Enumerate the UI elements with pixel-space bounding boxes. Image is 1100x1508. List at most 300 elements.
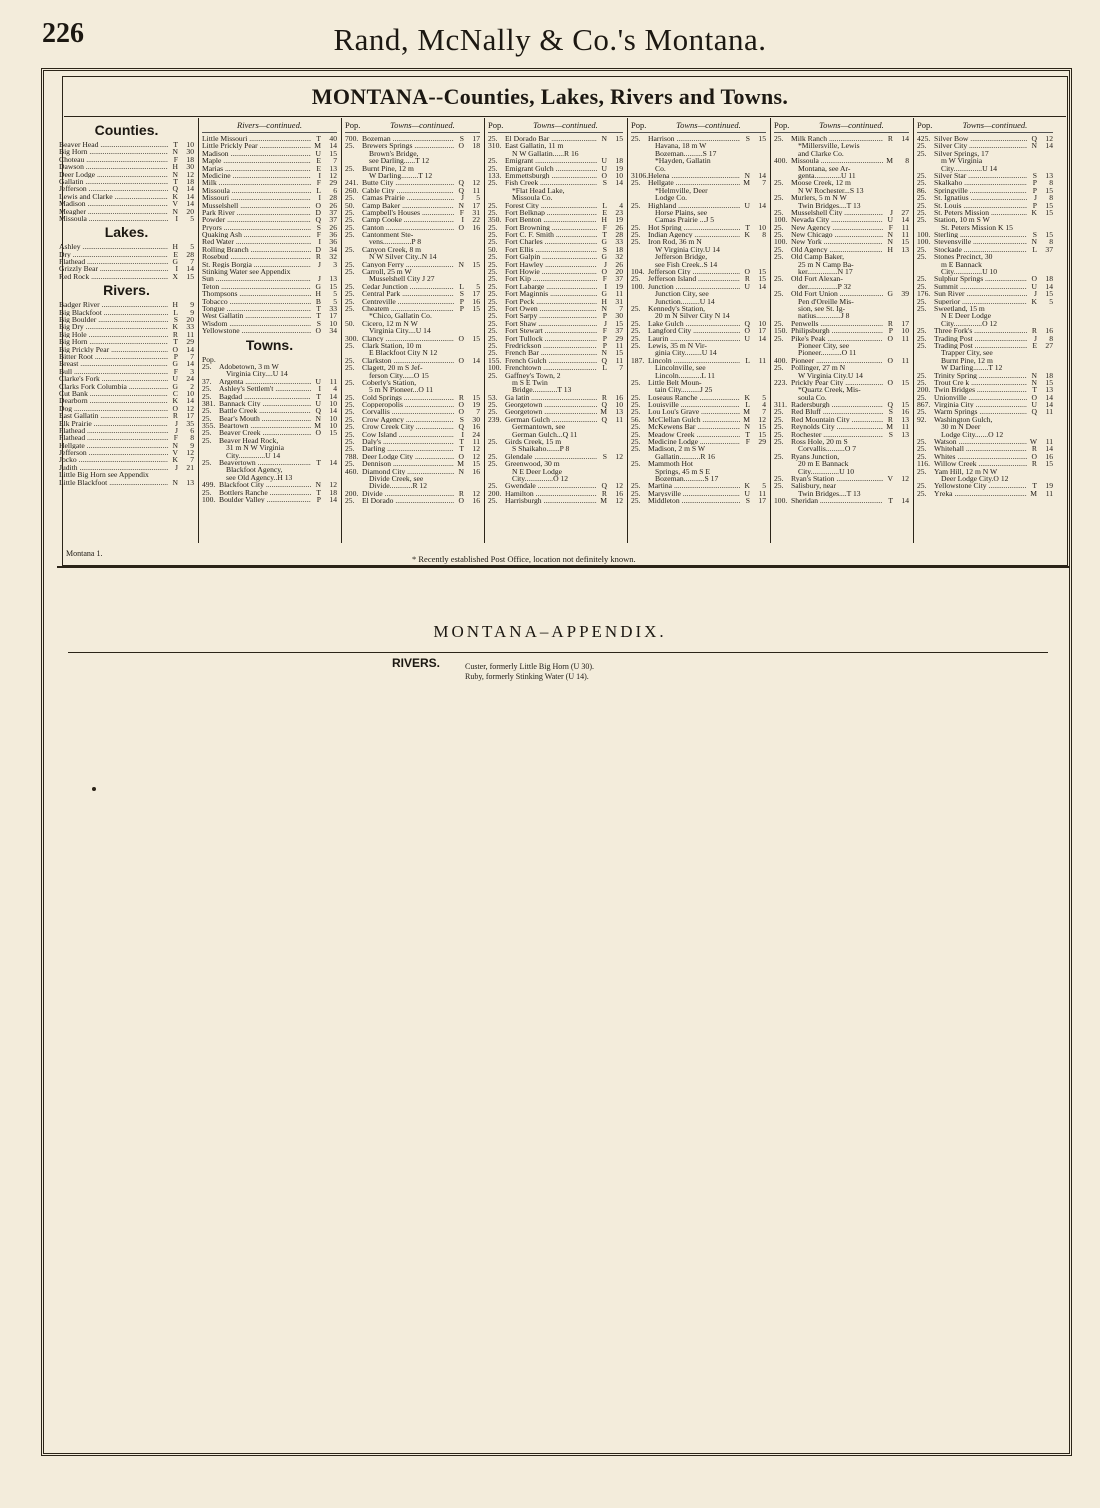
section-title: Towns.	[245, 336, 294, 353]
entry-grid-number: 13	[1045, 385, 1053, 395]
entry-continuation: see Fish Creek..S 14	[655, 259, 718, 269]
entry-name: Big Horn .....	[59, 148, 168, 155]
entry-grid-number: 15	[472, 459, 480, 469]
entry-name: Pollinger, 27 m N	[791, 363, 846, 373]
entry-grid-number	[607, 460, 623, 467]
entry-grid-number: 7	[619, 363, 623, 373]
entry-name: Gaffney's Town, 2	[505, 370, 561, 380]
entry-population: 25.	[488, 340, 498, 350]
entry-grid-number	[321, 363, 337, 370]
entry-continuation: N E Deer Lodge	[941, 311, 991, 321]
entry-grid-number: 19	[1045, 481, 1053, 491]
entry-grid-letter: T	[316, 487, 321, 497]
entry-grid-letter: K	[1031, 207, 1037, 217]
entry-grid-number: 10	[329, 421, 337, 431]
entry-continuation: Gallatin...........R 16	[655, 451, 715, 461]
entry-grid-number: 14	[758, 170, 766, 180]
entry-grid-number	[750, 445, 766, 452]
entry-grid-number: 14	[329, 406, 337, 416]
entry-grid-number: 8	[190, 433, 194, 443]
entry-grid-letter: S	[888, 429, 893, 439]
index-entry	[202, 378, 337, 385]
entry-name: Argenta .....	[219, 378, 311, 385]
entry-name: Bottlers Ranche .....	[219, 489, 311, 496]
entry-grid-number: 13	[901, 414, 909, 424]
entry-name: Judith .....	[59, 464, 168, 471]
entry-continuation: 20 m N Silver City N 14	[655, 311, 730, 321]
entry-population: 25.	[488, 326, 498, 336]
entry-name: Yreka .....	[934, 490, 1027, 497]
entry-grid-number: 36	[329, 230, 337, 240]
entry-name: Salisbury, near	[791, 481, 837, 491]
entry-grid-number	[750, 460, 766, 467]
entry-population: 25.	[917, 481, 927, 491]
entry-grid-number: 11	[615, 355, 623, 365]
entry-name: Sterling .....	[934, 231, 1027, 238]
entry-grid-number: 7	[190, 455, 194, 465]
entry-grid-letter: I	[318, 193, 321, 203]
entry-grid-number: 23	[615, 207, 623, 217]
entry-continuation: and Clarke Co.	[798, 148, 844, 158]
entry-grid-number: 12	[472, 444, 480, 454]
entry-name: Fort Sarpy .....	[505, 312, 597, 319]
entry-grid-number	[607, 142, 623, 149]
entry-continuation: City...............U 14	[941, 163, 998, 173]
entry-population: 25.	[345, 303, 355, 313]
entry-grid-number: 17	[329, 311, 337, 321]
entry-name: Indian Agency .....	[648, 231, 740, 238]
entry-grid-number: 21	[186, 462, 194, 472]
entry-name: Canyon Ferry .....	[362, 261, 454, 268]
entry-name: Wisdom .....	[202, 320, 311, 327]
entry-grid-number: 12	[186, 403, 194, 413]
entry-population: 25.	[917, 178, 927, 188]
entry-name: Battle Creek .....	[219, 407, 311, 414]
entry-population: 25.	[488, 370, 498, 380]
entry-name: Marysville .....	[648, 490, 740, 497]
entry-grid-number: 15	[1045, 200, 1053, 210]
entry-population: 25.	[917, 392, 927, 402]
entry-grid-number: 26	[329, 222, 337, 232]
entry-grid-number	[1037, 468, 1053, 475]
entry-grid-letter: H	[601, 215, 607, 225]
entry-name: Deer Lodge City .....	[362, 453, 454, 460]
entry-grid-number: 14	[186, 396, 194, 406]
entry-name: Jefferson .....	[59, 449, 168, 456]
entry-population: 25.	[345, 215, 355, 225]
entry-population: 25.	[631, 422, 641, 432]
entry-grid-number: 14	[329, 458, 337, 468]
entry-continuation: *Helmville, Deer	[655, 185, 708, 195]
entry-population: 25.	[917, 200, 927, 210]
entry-grid-number: 14	[186, 191, 194, 201]
index-entry	[59, 412, 194, 419]
entry-name: Camas Prairie .....	[362, 194, 454, 201]
entry-population: 25.	[345, 437, 355, 447]
entry-grid-letter: N	[172, 206, 178, 216]
entry-population: 25.	[488, 207, 498, 217]
entry-grid-letter: S	[602, 451, 607, 461]
entry-name: Louisville .....	[648, 401, 740, 408]
column-header-text: Towns—continued.	[962, 120, 1028, 130]
entry-name: Mammoth Hot	[648, 459, 693, 469]
entry-name: Jocko .....	[59, 456, 168, 463]
entry-name: Meadow Creek .....	[648, 431, 740, 438]
entry-name: Prickly Pear City .....	[791, 379, 883, 386]
entry-grid-number: 14	[329, 494, 337, 504]
entry-grid-number: 14	[1045, 400, 1053, 410]
entry-name: Clagett, 20 m S Jef-	[362, 363, 423, 373]
entry-name: Campbell's Houses .....	[362, 209, 454, 216]
entry-name: Camp Baker .....	[362, 202, 454, 209]
entry-name: Little Big Horn see Appendix	[59, 470, 149, 480]
entry-grid-number: 15	[472, 303, 480, 313]
entry-population: 25.	[345, 281, 355, 291]
entry-population: 25.	[774, 422, 784, 432]
entry-continuation: Junction..........U 14	[655, 296, 715, 306]
entry-grid-number: 15	[472, 333, 480, 343]
entry-continuation: m E Bannack	[941, 259, 982, 269]
entry-population: 25.	[345, 377, 355, 387]
entry-name: Marias .....	[202, 165, 311, 172]
entry-population: 100.	[202, 494, 216, 504]
entry-grid-letter: P	[459, 303, 464, 313]
entry-name: Sun .....	[202, 275, 311, 282]
entry-name: Station, 10 m S W	[934, 215, 990, 225]
entry-population: 25.	[774, 429, 784, 439]
entry-name: Old Camp Baker,	[791, 252, 845, 262]
entry-grid-number: 11	[901, 222, 909, 232]
entry-grid-letter	[1027, 416, 1037, 423]
entry-grid-letter: T	[316, 391, 321, 401]
entry-grid-letter: S	[459, 289, 464, 299]
entry-name: Hot Spring .....	[648, 224, 740, 231]
entry-grid-number: 19	[615, 215, 623, 225]
entry-population: 25.	[345, 230, 355, 240]
entry-name: Camp Cooke .....	[362, 216, 454, 223]
column-header-text: Towns—continued.	[676, 120, 741, 130]
entry-grid-letter	[311, 437, 321, 444]
entry-grid-letter: Q	[1031, 407, 1037, 417]
entry-population: 3106.	[631, 170, 649, 180]
entry-name: Breast .....	[59, 360, 168, 367]
entry-population: 25.	[631, 333, 641, 343]
entry-name: Highland .....	[648, 202, 740, 209]
entry-grid-number: 15	[1045, 230, 1053, 240]
entry-grid-letter: I	[461, 215, 464, 225]
index-entry	[774, 497, 909, 504]
entry-grid-letter: F	[602, 222, 607, 232]
entry-population: 25.	[917, 274, 927, 284]
index-entry	[917, 150, 1053, 157]
entry-name: Trinity Spring .....	[934, 372, 1027, 379]
entry-grid-letter	[454, 364, 464, 371]
entry-grid-letter: F	[745, 437, 750, 447]
entry-population: 25.	[202, 384, 212, 394]
entry-grid-number	[464, 246, 480, 253]
entry-name: Milk Ranch .....	[791, 135, 883, 142]
entry-continuation: Pioneer...........O 11	[798, 348, 857, 358]
entry-grid-number: 14	[472, 355, 480, 365]
entry-grid-number: 12	[615, 481, 623, 491]
entry-grid-letter: T	[316, 303, 321, 313]
entry-grid-number: 40	[329, 134, 337, 143]
entry-name: West Gallatin .....	[202, 312, 311, 319]
index-entry	[488, 275, 623, 282]
entry-grid-number: 19	[472, 400, 480, 410]
entry-grid-number: 11	[472, 437, 480, 447]
entry-name: Greenwood, 30 m	[505, 459, 560, 469]
entry-grid-number: 13	[329, 163, 337, 173]
entry-grid-letter: F	[602, 326, 607, 336]
entry-grid-letter: R	[172, 411, 178, 421]
entry-grid-letter: M	[1030, 488, 1037, 498]
entry-continuation: N W Silver City..N 14	[369, 252, 437, 262]
entry-population: 25.	[774, 244, 784, 254]
entry-grid-letter: L	[173, 307, 178, 317]
entry-grid-letter: T	[745, 222, 750, 232]
entry-grid-letter	[454, 268, 464, 275]
entry-population: 25.	[917, 326, 927, 336]
entry-grid-number: 16	[472, 296, 480, 306]
entry-name: Clancy .....	[362, 335, 454, 342]
entry-name: Harrison .....	[648, 135, 740, 142]
entry-grid-letter: O	[601, 170, 607, 180]
entry-grid-number	[464, 379, 480, 386]
entry-name: Middleton .....	[648, 497, 740, 504]
entry-grid-letter: S	[459, 134, 464, 143]
entry-grid-letter: N	[172, 440, 178, 450]
entry-population: 187.	[631, 355, 645, 365]
entry-name: Daly's .....	[362, 438, 454, 445]
entry-population: 25.	[202, 406, 212, 416]
entry-grid-letter: O	[315, 428, 321, 438]
section-title: Counties.	[94, 122, 159, 138]
entry-grid-letter: R	[1031, 444, 1037, 454]
entry-continuation: 30 m N Deer	[941, 422, 981, 432]
entry-name: Madison .....	[202, 150, 311, 157]
entry-name: Clark Station, 10 m	[362, 340, 422, 350]
column-header	[488, 118, 623, 133]
entry-name: Grizzly Bear .....	[59, 265, 168, 272]
entry-population: 100.	[631, 281, 645, 291]
entry-grid-number	[1037, 253, 1053, 260]
entry-grid-letter: X	[172, 271, 178, 281]
entry-population: 25.	[488, 178, 498, 188]
entry-continuation: Virginia City....U 14	[369, 326, 431, 336]
entry-continuation: Divide............R 12	[369, 481, 428, 491]
entry-population: 25.	[917, 370, 927, 380]
entry-population: 25.	[917, 281, 927, 291]
entry-name: Hamilton .....	[505, 490, 597, 497]
entry-name: Clarke's Fork .....	[59, 375, 168, 382]
entry-name: Lincoln .....	[648, 357, 740, 364]
entry-continuation: vens...............P 8	[369, 237, 422, 247]
column-pop-label: Pop.	[345, 120, 361, 130]
entry-grid-number: 29	[329, 178, 337, 188]
entry-grid-number	[1037, 416, 1053, 423]
entry-population: 223.	[774, 377, 788, 387]
entry-grid-letter: O	[458, 355, 464, 365]
entry-grid-number: 31	[472, 207, 480, 217]
entry-name: Moose Creek, 12 m	[791, 178, 851, 188]
entry-grid-letter: H	[315, 289, 321, 299]
entry-grid-letter: H	[172, 300, 178, 310]
entry-grid-number: 15	[758, 274, 766, 284]
entry-grid-letter: L	[745, 400, 750, 410]
entry-continuation: W Darling.........T 12	[369, 170, 433, 180]
entry-population: 355.	[202, 421, 216, 431]
entry-grid-number: 33	[186, 322, 194, 332]
entry-continuation: Pioneer City, see	[798, 340, 850, 350]
entry-population: 25.	[774, 134, 784, 143]
entry-grid-number	[464, 320, 480, 327]
entry-grid-letter: P	[1032, 178, 1037, 188]
section-title: Lakes.	[104, 224, 149, 241]
entry-grid-number: 14	[1045, 444, 1053, 454]
entry-name: Brewers Springs .....	[362, 142, 454, 149]
entry-grid-letter: R	[315, 252, 321, 262]
entry-name: Watson .....	[934, 438, 1027, 445]
entry-name: El Dorado .....	[362, 497, 454, 504]
appendix-section-label: RIVERS.	[392, 656, 441, 670]
entry-population: 260.	[345, 185, 359, 195]
entry-name: Frenchtown .....	[505, 364, 597, 371]
entry-grid-number: 10	[758, 222, 766, 232]
entry-name: Beartown .....	[219, 422, 311, 429]
entry-population: 25.	[631, 400, 641, 410]
entry-population: 25.	[488, 274, 498, 284]
entry-grid-letter: N	[1031, 377, 1037, 387]
entry-grid-number: 14	[329, 141, 337, 151]
entry-grid-number: 11	[1045, 407, 1053, 417]
entry-name: Dearborn .....	[59, 397, 168, 404]
entry-population: 25.	[774, 333, 784, 343]
entry-continuation: ker................N 17	[798, 267, 853, 277]
entry-name: Fort Charles .....	[505, 238, 597, 245]
entry-grid-number	[893, 179, 909, 186]
entry-grid-number	[321, 437, 337, 444]
entry-name: German Gulch .....	[505, 416, 597, 423]
entry-grid-letter: K	[172, 455, 178, 465]
entry-grid-number	[893, 364, 909, 371]
column-pop-label: Pop.	[774, 120, 790, 130]
entry-population: 25.	[631, 481, 641, 491]
entry-grid-number: 19	[615, 281, 623, 291]
entry-name: Fort Belknap .....	[505, 209, 597, 216]
entry-name: Musselshell .....	[202, 202, 311, 209]
entry-name: Dry .....	[59, 251, 168, 258]
entry-grid-letter: N	[458, 466, 464, 476]
entry-name: Bull .....	[59, 368, 168, 375]
entry-grid-number	[893, 482, 909, 489]
entry-name: Butte City .....	[362, 179, 454, 186]
entry-grid-number: 22	[472, 215, 480, 225]
entry-grid-letter: O	[172, 403, 178, 413]
entry-grid-number: 12	[186, 448, 194, 458]
entry-grid-letter: M	[600, 407, 607, 417]
entry-population: 25.	[631, 222, 641, 232]
entry-name: Big Horn .....	[59, 338, 168, 345]
index-entry	[202, 327, 337, 334]
entry-grid-number: 14	[186, 344, 194, 354]
entry-name: Maple .....	[202, 157, 311, 164]
index-entry	[345, 497, 480, 504]
entry-population: 25.	[202, 435, 212, 445]
entry-name: Washington Gulch,	[934, 414, 993, 424]
entry-grid-letter: C	[172, 388, 178, 398]
entry-grid-number	[1037, 305, 1053, 312]
entry-grid-number: 9	[190, 440, 194, 450]
entry-grid-number	[464, 268, 480, 275]
entry-grid-letter: Q	[315, 215, 321, 225]
entry-population: 25.	[345, 296, 355, 306]
entry-continuation: German Gulch...Q 11	[512, 429, 578, 439]
entry-grid-number: 28	[615, 230, 623, 240]
entry-grid-number: 3	[333, 259, 337, 269]
entry-grid-number: 11	[1045, 437, 1053, 447]
entry-name: Silver City .....	[934, 142, 1027, 149]
entry-name: Ross Hole, 20 m S	[791, 437, 848, 447]
entry-grid-letter	[740, 460, 750, 467]
column-header-text: Towns—continued.	[533, 120, 598, 130]
entry-grid-letter: U	[744, 200, 750, 210]
entry-population: 25.	[345, 414, 355, 424]
entry-name: Medicine .....	[202, 172, 311, 179]
entry-grid-number	[750, 379, 766, 386]
entry-grid-letter: P	[459, 296, 464, 306]
entry-grid-letter: Q	[601, 481, 607, 491]
entry-grid-letter: S	[1032, 170, 1037, 180]
entry-name: Yellowstone City .....	[934, 482, 1027, 489]
entry-name: Sweetland, 15 m	[934, 303, 985, 313]
entry-grid-number: 7	[619, 303, 623, 313]
entry-grid-number: 15	[472, 259, 480, 269]
entry-grid-letter: T	[173, 140, 178, 149]
entry-grid-number: 14	[186, 264, 194, 274]
entry-population: 381.	[202, 398, 216, 408]
entry-name: Trout Cre k .....	[934, 379, 1027, 386]
entry-population: 25.	[488, 311, 498, 321]
entry-grid-letter: U	[601, 156, 607, 166]
entry-name: Emmettsburgh .....	[505, 172, 597, 179]
entry-name: Bagdad .....	[219, 393, 311, 400]
entry-grid-letter: V	[172, 448, 178, 458]
entry-name: Twin Bridges .....	[934, 386, 1027, 393]
entry-grid-number: 37	[329, 215, 337, 225]
entry-name: Ga latin .....	[505, 394, 597, 401]
entry-population: 25.	[631, 230, 641, 240]
entry-grid-letter: U	[315, 376, 321, 386]
entry-name: East Gallatin, 11 m	[505, 141, 564, 151]
entry-grid-number: 9	[190, 300, 194, 310]
entry-name: Fort Kip .....	[505, 275, 597, 282]
entry-grid-number	[750, 305, 766, 312]
entry-grid-letter: T	[1032, 481, 1037, 491]
entry-grid-letter: F	[173, 366, 178, 376]
entry-name: Langford City .....	[648, 327, 740, 334]
entry-grid-letter: M	[743, 407, 750, 417]
entry-name: Pryors .....	[202, 224, 311, 231]
entry-grid-number: 34	[329, 326, 337, 336]
entry-name: Bozeman .....	[362, 135, 454, 142]
entry-name: Stevensville .....	[934, 238, 1027, 245]
entry-continuation: Bridge.............T 13	[512, 385, 572, 395]
entry-name: Big Hole .....	[59, 331, 168, 338]
entry-name: Madison, 2 m S W	[648, 444, 706, 454]
entry-name: Fort Benton .....	[505, 216, 597, 223]
entry-grid-number: 20	[186, 206, 194, 216]
